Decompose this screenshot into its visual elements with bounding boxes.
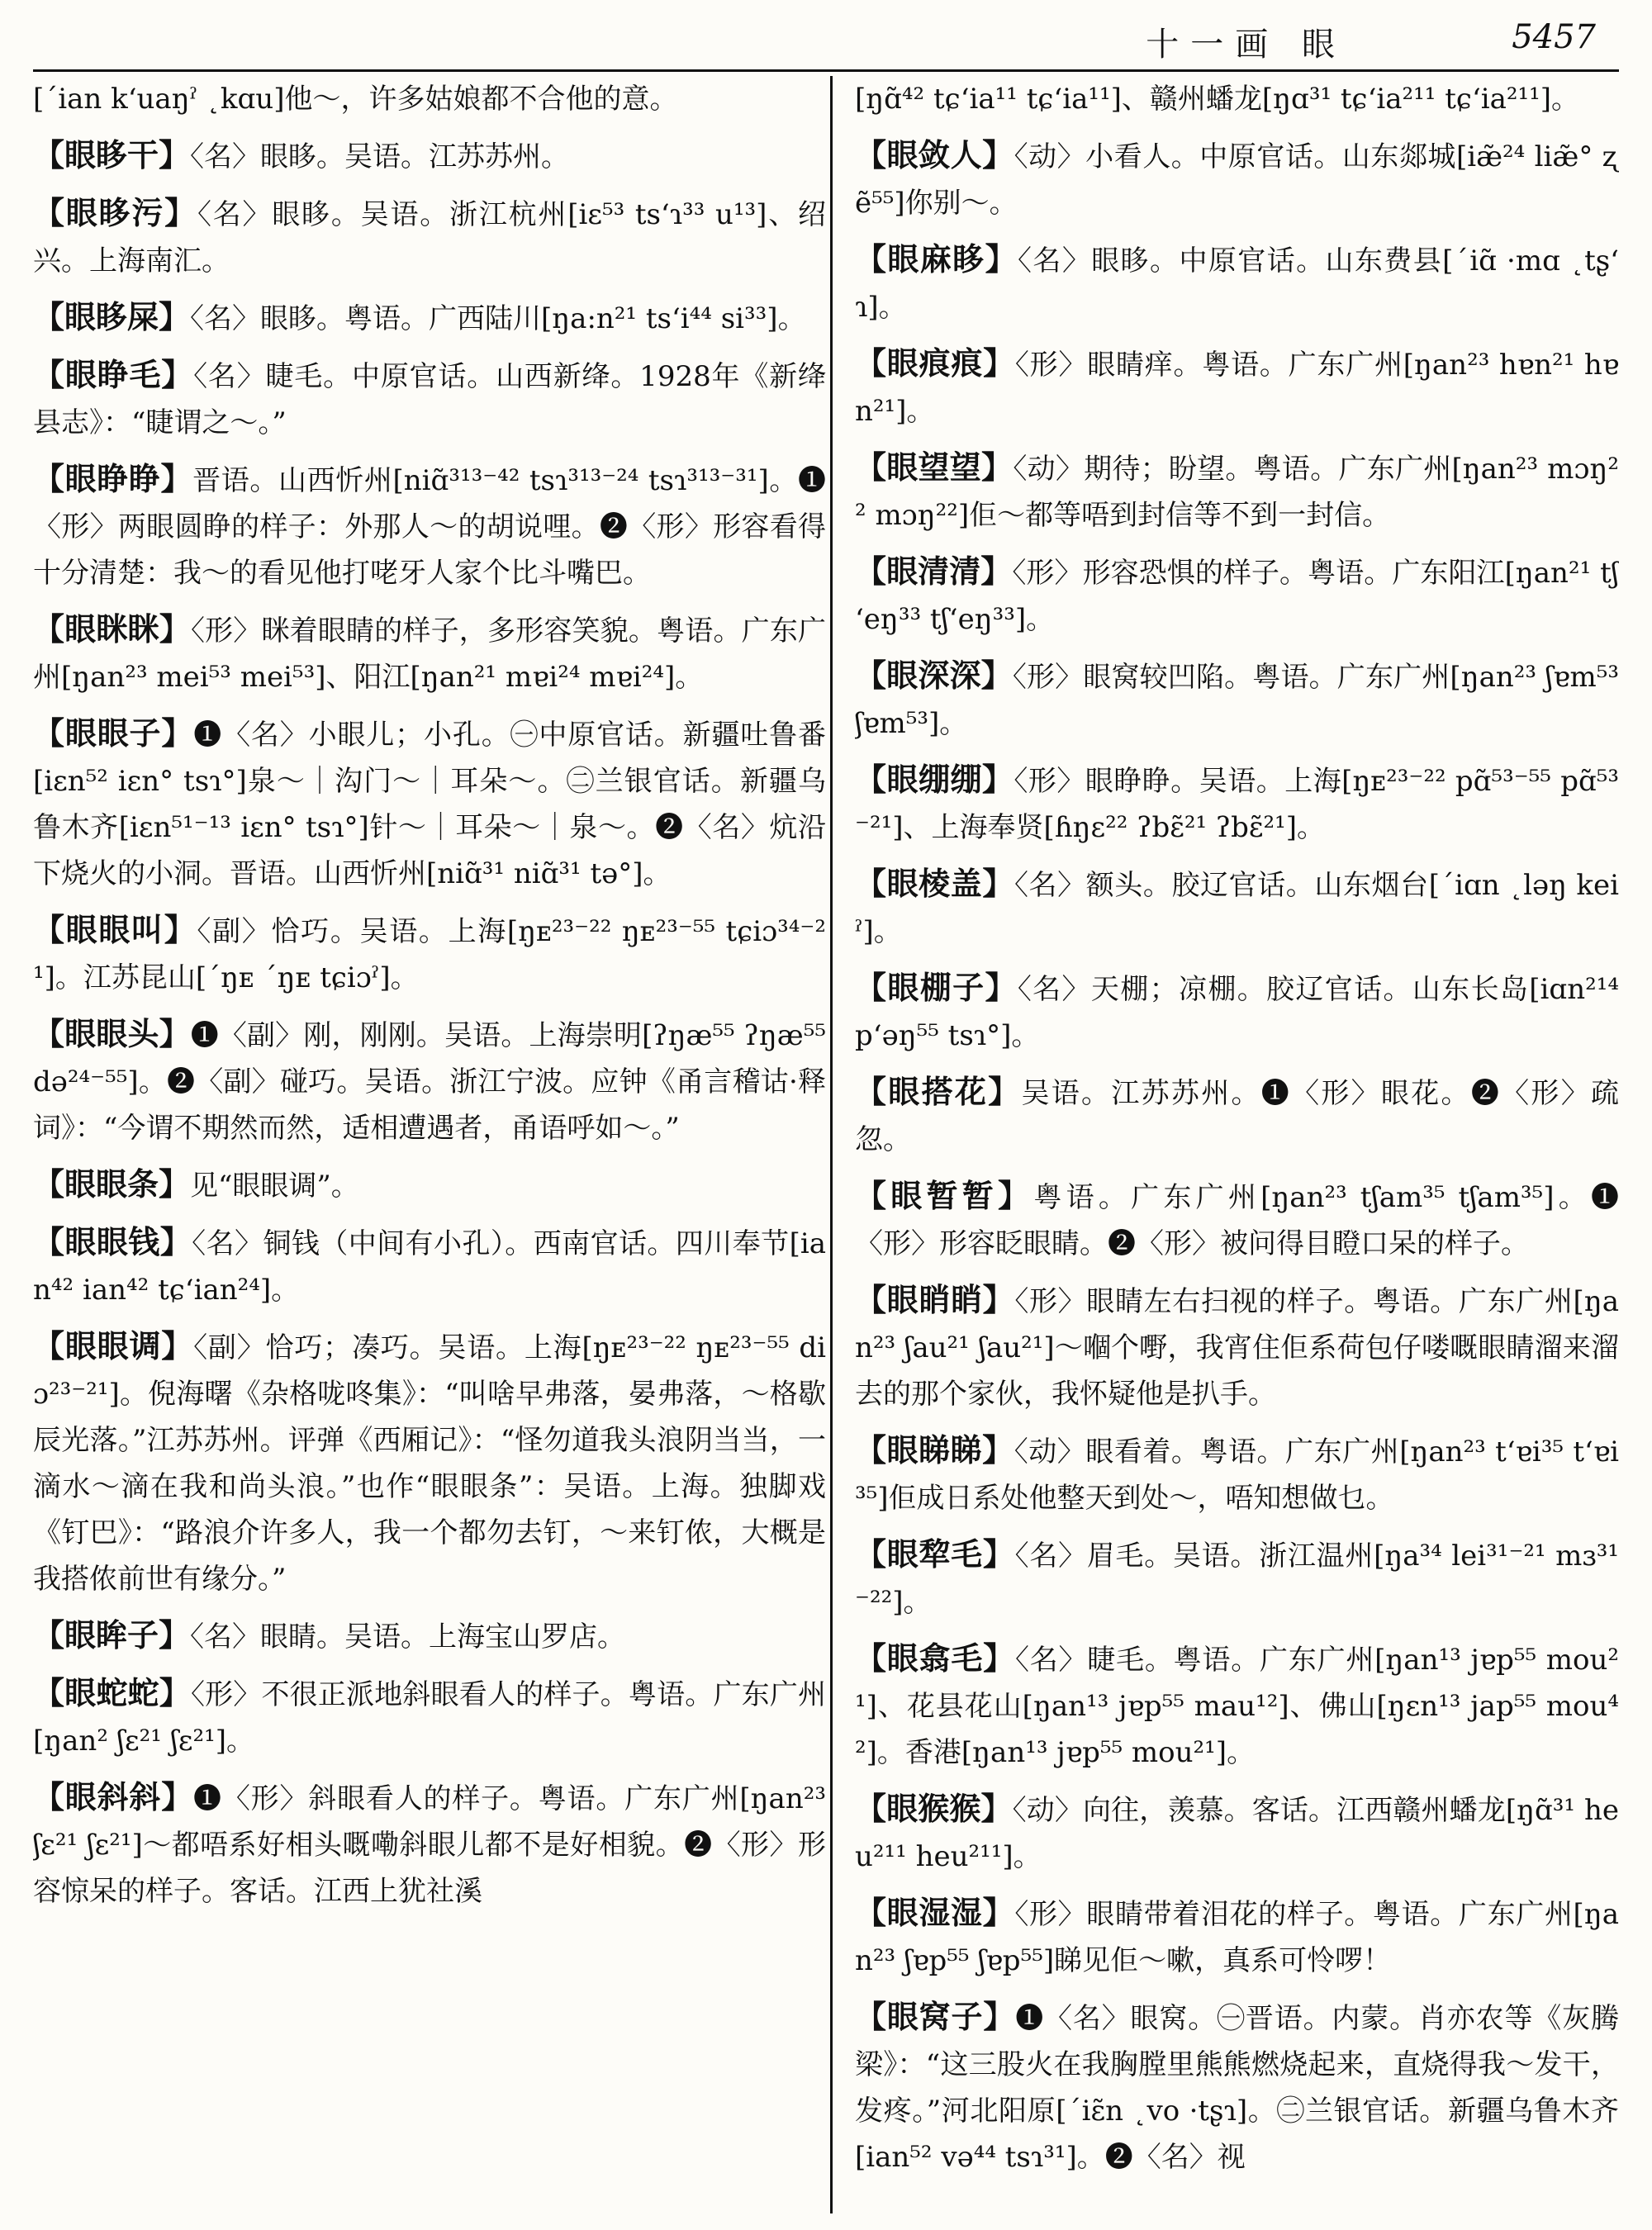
entry-headword: 【眼眼叫】 xyxy=(33,911,197,948)
right-column xyxy=(855,76,1619,2213)
entry-definition: 〈形〉眼窝较凹陷。粤语。广东广州[ŋan²³ ʃɐm⁵³ ʃɐm⁵³]。 xyxy=(855,661,1619,740)
dictionary-entry xyxy=(33,352,826,446)
entry-headword: 【眼清清】 xyxy=(855,553,1013,590)
entry-definition: 见“眼眼调”。 xyxy=(190,1170,359,1203)
entry-headword: 【眼湿湿】 xyxy=(855,1894,1015,1931)
entry-definition: ❶〈名〉眼窝。㊀晋语。内蒙。肖亦农等《灰腾梁》：“这三股火在我胸膛里熊熊燃烧起来，直烧得我～发干，发疼。”河北阳原[ˊiɛ̃n ˛vo ·tʂɿ]。㊁兰银官话。新疆乌鲁木齐[ian⁵² və⁴⁴ tsɿ³¹]。❷〈名〉视 xyxy=(855,2002,1619,2174)
entry-headword: 【眼眼头】 xyxy=(33,1015,191,1052)
entry-headword: 【眼睇睇】 xyxy=(855,1431,1014,1468)
entry-headword: 【眼敛人】 xyxy=(855,136,1014,173)
dictionary-entry xyxy=(855,757,1619,851)
entry-headword: 【眼暂暂】 xyxy=(855,1177,1034,1214)
dictionary-entry xyxy=(855,965,1619,1059)
dictionary-entry xyxy=(855,1531,1619,1625)
entry-definition: 〈形〉眼睁睁。吴语。上海[ŋᴇ²³⁻²² pɑ̃⁵³⁻⁵⁵ pɑ̃⁵³⁻²¹]、上海奉贤[ɦŋɛ²² ʔbɛ̃²¹ ʔbɛ̃²¹]。 xyxy=(855,765,1619,844)
entry-headword: 【眼睄睄】 xyxy=(855,1281,1015,1318)
entry-definition: 〈名〉眼眵。吴语。浙江杭州[iɛ⁵³ tsʻɿ³³ u¹³]、绍兴。上海南汇。 xyxy=(33,198,826,278)
entry-definition: 〈形〉不很正派地斜眼看人的样子。粤语。广东广州[ŋan² ʃɛ²¹ ʃɛ²¹]。 xyxy=(33,1678,826,1758)
dictionary-entry xyxy=(33,190,826,284)
entry-headword: 【眼麻眵】 xyxy=(855,240,1018,278)
entry-definition: 〈名〉天棚；凉棚。胶辽官话。山东长岛[iɑn²¹⁴ pʻəŋ⁵⁵ tsɿ°]。 xyxy=(855,973,1619,1052)
entry-definition: 〈名〉眼眵。吴语。江苏苏州。 xyxy=(190,140,570,173)
dictionary-entry xyxy=(33,1670,826,1764)
entry-definition: 〈名〉睫毛。粤语。广东广州[ŋan¹³ jɐp⁵⁵ mou²¹]、花县花山[ŋan¹³ jɐp⁵⁵ mau¹²]、佛山[ŋɛn¹³ jap⁵⁵ mou⁴²]。香港[ŋan¹³ jɐp⁵⁵ mou²¹]。 xyxy=(855,1644,1619,1769)
entry-definition: 〈名〉额头。胶辽官话。山东烟台[ˊiɑn ˛ləŋ keiˀ]。 xyxy=(855,869,1619,948)
entry-headword: 【眼蛇蛇】 xyxy=(33,1674,191,1711)
entry-definition: 晋语。山西忻州[niɑ̃³¹³⁻⁴² tsɿ³¹³⁻²⁴ tsɿ³¹³⁻³¹]。❶〈形〉两眼圆睁的样子：外那人～的胡说哩。❷〈形〉形容看得十分清楚：我～的看见他打咾牙人家个比斗嘴巴。 xyxy=(33,464,826,590)
entry-definition: 〈名〉睫毛。中原官话。山西新绛。1928年《新绛县志》：“睫谓之～。” xyxy=(33,360,826,439)
entry-headword: 【眼眼调】 xyxy=(33,1327,194,1364)
entry-headword: 【眼斜斜】 xyxy=(33,1778,194,1815)
page-header xyxy=(33,0,1619,72)
entry-definition: 〈形〉眯着眼睛的样子，多形容笑貌。粤语。广东广州[ŋan²³ mei⁵³ mei⁵³]、阳江[ŋan²¹ mɐi²⁴ mɐi²⁴]。 xyxy=(33,614,826,694)
dictionary-entry xyxy=(855,1069,1619,1163)
entry-headword: 【眼望望】 xyxy=(855,448,1014,486)
entry-definition: 〈形〉眼睛带着泪花的样子。粤语。广东广州[ŋan²³ ʃɐp⁵⁵ ʃɐp⁵⁵]睇见佢～嗽，真系可怜啰！ xyxy=(855,1898,1619,1977)
entry-definition: 〈名〉眼睛。吴语。上海宝山罗店。 xyxy=(190,1620,626,1654)
entry-definition: 〈名〉铜钱（中间有小孔）。西南官话。四川奉节[ian⁴² ian⁴² tɕʻian²⁴]。 xyxy=(33,1227,826,1307)
dictionary-entry xyxy=(33,456,826,596)
entry-headword: 【眼眼子】 xyxy=(33,714,194,752)
entry-definition: 〈副〉恰巧。吴语。上海[ŋᴇ²³⁻²² ŋᴇ²³⁻⁵⁵ tɕiɔ³⁴⁻²¹]。江苏昆山[ˊŋᴇ ˊŋᴇ tɕiɔˀ]。 xyxy=(33,915,826,994)
section-heading: 十一画 眼 xyxy=(1146,26,1346,64)
dictionary-entry xyxy=(33,1612,826,1660)
entry-headword: 【眼眵污】 xyxy=(33,194,197,231)
entry-definition: [ˊian kʻuaŋˀ ˛kɑu]他～，许多姑娘都不合他的意。 xyxy=(33,83,678,116)
dictionary-entry xyxy=(855,1994,1619,2180)
entry-definition: ❶〈副〉刚，刚刚。吴语。上海崇明[ʔŋæ⁵⁵ ʔŋæ⁵⁵ də²⁴⁻⁵⁵]。❷〈副〉碰巧。吴语。浙江宁波。应钟《甬言稽诂·释词》：“今谓不期然而然，适相遭遇者，甬语呼如～。” xyxy=(33,1019,826,1145)
entry-definition: 吴语。江苏苏州。❶〈形〉眼花。❷〈形〉疏忽。 xyxy=(855,1077,1619,1156)
dictionary-entry xyxy=(855,1786,1619,1880)
dictionary-entry xyxy=(33,132,826,180)
dictionary-entry xyxy=(855,1277,1619,1417)
entry-headword: 【眼眵干】 xyxy=(33,136,191,173)
entry-definition: 〈形〉形容恐惧的样子。粤语。广东阳江[ŋan²¹ tʃʻeŋ³³ tʃʻeŋ³³]。 xyxy=(855,557,1619,636)
left-column xyxy=(33,76,826,2213)
entry-definition: 〈形〉眼睛痒。粤语。广东广州[ŋan²³ hɐn²¹ hɐn²¹]。 xyxy=(855,349,1619,428)
entry-definition: [ŋɑ̃⁴² tɕʻia¹¹ tɕʻia¹¹]、赣州蟠龙[ŋɑ³¹ tɕʻia²¹¹ tɕʻia²¹¹]。 xyxy=(855,83,1580,116)
dictionary-entry xyxy=(33,1774,826,1914)
dictionary-entry xyxy=(855,548,1619,643)
entry-definition: 〈名〉眼眵。中原官话。山东费县[ˊiɑ̃ ·mɑ ˛tʂʻɿ]。 xyxy=(855,244,1619,324)
dictionary-entry xyxy=(855,1427,1619,1521)
entry-definition: ❶〈形〉斜眼看人的样子。粤语。广东广州[ŋan²³ ʃɛ²¹ ʃɛ²¹]～都唔系好相头嘅嘞斜眼儿都不是好相貌。❷〈形〉形容惊呆的样子。客话。江西上犹社溪 xyxy=(33,1782,826,1908)
dictionary-entry xyxy=(33,1161,826,1209)
entry-definition: 〈副〉恰巧；凑巧。吴语。上海[ŋᴇ²³⁻²² ŋᴇ²³⁻⁵⁵ diɔ²³⁻²¹]。倪海曙《杂格咙咚集》：“叫啥早弗落，晏弗落，～格歇辰光落。”江苏苏州。评弹《西厢记》：“怪勿道我头浪阴当当，一滴水～滴在我和尚头浪。”也作“眼眼条”：吴语。上海。独脚戏《钉巴》：“路浪介许多人，我一个都勿去钉，～来钉侬，大概是我搭侬前世有缘分。” xyxy=(33,1331,826,1596)
dictionary-entry xyxy=(33,710,826,897)
entry-headword: 【眼眼条】 xyxy=(33,1165,191,1203)
entry-headword: 【眼眸子】 xyxy=(33,1616,191,1654)
dictionary-entry xyxy=(33,76,826,122)
entry-headword: 【眼睁毛】 xyxy=(33,356,194,393)
entry-headword: 【眼痕痕】 xyxy=(855,344,1015,382)
entry-headword: 【眼深深】 xyxy=(855,657,1013,694)
dictionary-entry xyxy=(855,76,1619,122)
dictionary-entry xyxy=(33,294,826,342)
dictionary-entry xyxy=(855,236,1619,330)
dictionary-entry xyxy=(33,1219,826,1313)
entry-headword: 【眼眯眯】 xyxy=(33,610,191,648)
entry-headword: 【眼翕毛】 xyxy=(855,1639,1015,1677)
entry-headword: 【眼绷绷】 xyxy=(855,761,1014,798)
entry-definition: ❶〈名〉小眼儿；小孔。㊀中原官话。新疆吐鲁番[iɛn⁵² iɛn° tsɿ°]泉～｜沟门～｜耳朵～。㊁兰银官话。新疆乌鲁木齐[iɛn⁵¹⁻¹³ iɛn° tsɿ°]针～｜耳朵～｜泉～。❷〈名〉炕沿下烧火的小洞。晋语。山西忻州[niɑ̃³¹ niɑ̃³¹ tə°]。 xyxy=(33,719,826,890)
dictionary-entry xyxy=(855,444,1619,539)
entry-definition: 粤语。广东广州[ŋan²³ tʃam³⁵ tʃam³⁵]。❶〈形〉形容眨眼睛。❷〈形〉被问得目瞪口呆的样子。 xyxy=(855,1181,1619,1260)
entry-definition: 〈动〉期待；盼望。粤语。广东广州[ŋan²³ mɔŋ²² mɔŋ²²]佢～都等唔到封信等不到一封信。 xyxy=(855,453,1619,532)
page-number: 5457 xyxy=(1512,18,1596,56)
column-divider xyxy=(830,76,833,2213)
entry-headword: 【眼犂毛】 xyxy=(855,1535,1015,1573)
entry-headword: 【眼眵屎】 xyxy=(33,298,191,335)
entry-definition: 〈动〉小看人。中原官话。山东郯城[iæ̃²⁴ liæ̃° ʐẽ⁵⁵]你别～。 xyxy=(855,140,1619,220)
entry-headword: 【眼窝子】 xyxy=(855,1998,1016,2035)
dictionary-entry xyxy=(855,861,1619,955)
dictionary-entry xyxy=(855,132,1619,226)
entry-headword: 【眼猴猴】 xyxy=(855,1790,1013,1827)
dictionary-entry xyxy=(33,1011,826,1151)
entry-headword: 【眼搭花】 xyxy=(855,1073,1022,1110)
entry-definition: 〈形〉眼睛左右扫视的样子。粤语。广东广州[ŋan²³ ʃau²¹ ʃau²¹]～嗰个嘢，我宵住佢系荷包仔喽嘅眼睛溜来溜去的那个家伙，我怀疑他是扒手。 xyxy=(855,1285,1619,1411)
entry-definition: 〈动〉眼看着。粤语。广东广州[ŋan²³ tʻɐi³⁵ tʻɐi³⁵]佢成日系处他整天到处～，唔知想做乜。 xyxy=(855,1435,1619,1515)
dictionary-entry xyxy=(855,1173,1619,1267)
entry-headword: 【眼眼钱】 xyxy=(33,1223,192,1260)
dictionary-entry xyxy=(855,1890,1619,1984)
dictionary-entry xyxy=(855,340,1619,434)
dictionary-entry xyxy=(855,1635,1619,1776)
dictionary-entry xyxy=(33,907,826,1001)
entry-headword: 【眼棱盖】 xyxy=(855,865,1014,902)
entry-headword: 【眼睁睁】 xyxy=(33,460,193,497)
dictionary-entry xyxy=(855,652,1619,747)
entry-headword: 【眼棚子】 xyxy=(855,969,1018,1006)
entry-definition: 〈动〉向往，羡慕。客话。江西赣州蟠龙[ŋɑ̃³¹ heu²¹¹ heu²¹¹]。 xyxy=(855,1794,1619,1873)
dictionary-entry xyxy=(33,606,826,700)
dictionary-entry xyxy=(33,1323,826,1602)
entry-definition: 〈名〉眉毛。吴语。浙江温州[ŋa³⁴ lei³¹⁻²¹ mɜ³¹⁻²²]。 xyxy=(855,1540,1619,1619)
entry-definition: 〈名〉眼眵。粤语。广西陆川[ŋa:n²¹ tsʻi⁴⁴ si³³]。 xyxy=(190,302,806,335)
